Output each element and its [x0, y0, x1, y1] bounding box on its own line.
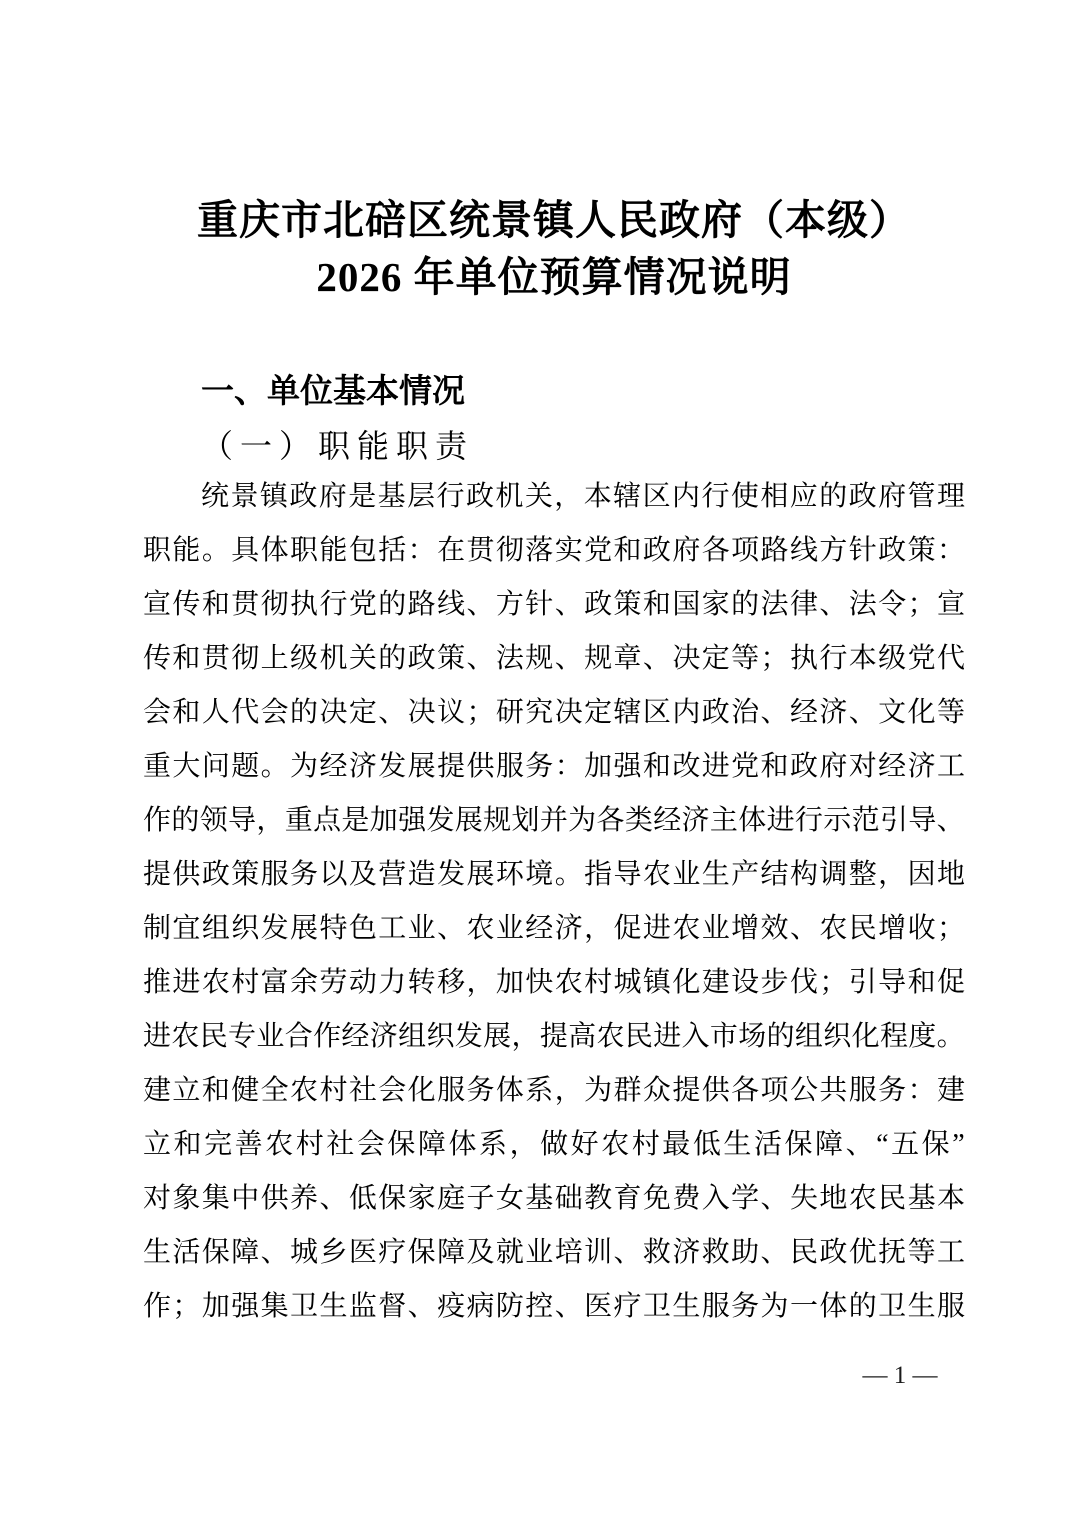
document-title-line1: 重庆市北碚区统景镇人民政府（本级） — [197, 197, 911, 243]
section-heading: 一、单位基本情况 — [201, 372, 465, 409]
paragraph-line: 推 进 农 村 富 余 劳 动 力 转 移 ， 加 快 农 村 城 镇 化 建 设 步 伐 ； 引 导 和 促 — [143, 967, 965, 998]
paragraph-line: 重 大 问 题 。 为 经 济 发 展 提 供 服 务 ： 加 强 和 改 进 党 和 政 府 对 经 济 工 — [143, 751, 965, 782]
paragraph-line: 进 农 民 专 业 合 作 经 济 组 织 发 展 ， 提 高 农 民 进 入 市 场 的 组 织 化 程 度 。 — [143, 1021, 965, 1052]
paragraph-line: 对 象 集 中 供 养 、 低 保 家 庭 子 女 基 础 教 育 免 费 入 学 、 失 地 农 民 基 本 — [143, 1183, 965, 1214]
paragraph-line: 作 的 领 导 ， 重 点 是 加 强 发 展 规 划 并 为 各 类 经 济 主 体 进 行 示 范 引 导 、 — [143, 805, 965, 836]
subsection-heading: （一）职能职责 — [201, 428, 475, 464]
paragraph-line: 制 宜 组 织 发 展 特 色 工 业 、 农 业 经 济 ， 促 进 农 业 增 效 、 农 民 增 收 ； — [143, 913, 965, 944]
paragraph-line: 统 景 镇 政 府 是 基 层 行 政 机 关 ， 本 辖 区 内 行 使 相 应 的 政 府 管 理 — [201, 481, 965, 512]
page-number: — 1 — — [862, 1362, 938, 1389]
paragraph-line: 职 能 。 具 体 职 能 包 括 ： 在 贯 彻 落 实 党 和 政 府 各 项 路 线 方 针 政 策 ： — [143, 535, 965, 566]
paragraph-line: 作 ； 加 强 集 卫 生 监 督 、 疫 病 防 控 、 医 疗 卫 生 服 务 为 一 体 的 卫 生 服 — [143, 1291, 965, 1322]
paragraph-line: 提 供 政 策 服 务 以 及 营 造 发 展 环 境 。 指 导 农 业 生 产 结 构 调 整 ， 因 地 — [143, 859, 965, 890]
paragraph-line: 建 立 和 健 全 农 村 社 会 化 服 务 体 系 ， 为 群 众 提 供 各 项 公 共 服 务 ： 建 — [143, 1075, 965, 1106]
body-paragraph — [143, 470, 965, 1334]
paragraph-line: 宣 传 和 贯 彻 执 行 党 的 路 线 、 方 针 、 政 策 和 国 家 的 法 律 、 法 令 ； 宣 — [143, 589, 965, 620]
paragraph-line: 生 活 保 障 、 城 乡 医 疗 保 障 及 就 业 培 训 、 救 济 救 助 、 民 政 优 抚 等 工 — [143, 1237, 965, 1268]
document-title — [143, 192, 965, 306]
document-content — [143, 0, 965, 1334]
paragraph-line: 立 和 完 善 农 村 社 会 保 障 体 系 ， 做 好 农 村 最 低 生 活 保 障 、 “ 五 保 ” — [143, 1129, 965, 1160]
paragraph-line: 传 和 贯 彻 上 级 机 关 的 政 策 、 法 规 、 规 章 、 决 定 等 ； 执 行 本 级 党 代 — [143, 643, 965, 674]
document-title-line2: 2026 年单位预算情况说明 — [316, 254, 792, 300]
paragraph-line: 会 和 人 代 会 的 决 定 、 决 议 ； 研 究 决 定 辖 区 内 政 治 、 经 济 、 文 化 等 — [143, 697, 965, 728]
